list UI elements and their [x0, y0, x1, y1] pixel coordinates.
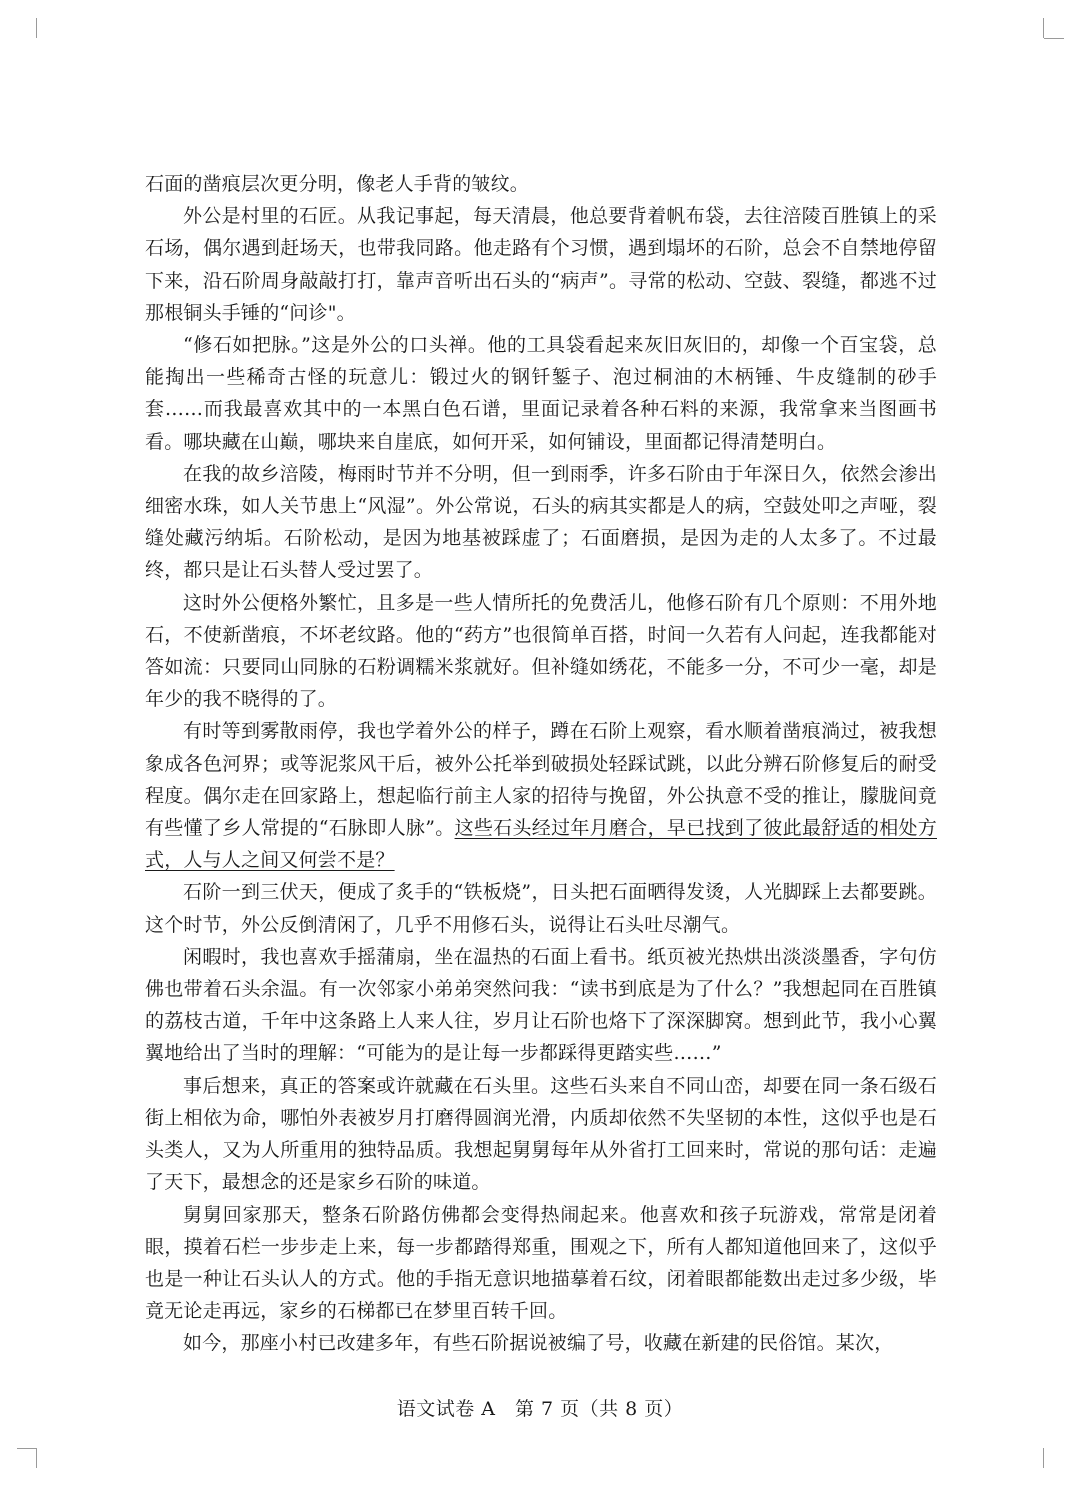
- paragraph-with-underline: [145, 715, 937, 876]
- page-footer: 语文试卷 A 第 7 页（共 8 页）: [396, 1398, 684, 1420]
- underlined-sentence: 这些石头经过年月磨合，早已找到了彼此最舒适的相处方式，人与人之间又何尝不是？: [145, 817, 937, 872]
- paragraph: 闲暇时，我也喜欢手摇蒲扇，坐在温热的石面上看书。纸页被光热烘出淡淡墨香，字句仿佛也带着石头余温。有一次邻家小弟弟突然问我：“读书到底是为了什么？”我想起同在百胜镇的荔枝古道，千年中这条路上人来人往，岁月让石阶也烙下了深深脚窝。想到此节，我小心翼翼地给出了当时的理解：“可能为的是让每一步都踩得更踏实些……”: [145, 945, 937, 1065]
- crop-mark-top-right-h: [1044, 38, 1064, 39]
- paragraph: 在我的故乡涪陵，梅雨时节并不分明，但一到雨季，许多石阶由于年深日久，依然会渗出细密水珠，如人关节患上“风湿”。外公常说，石头的病其实都是人的病，空鼓处叩之声哑，裂缝处藏污纳垢。石阶松动，是因为地基被踩虚了；石面磨损，是因为走的人太多了。不过最终，都只是让石头替人受过罢了。: [145, 462, 937, 582]
- paragraph: 如今，那座小村已改建多年，有些石阶据说被编了号，收藏在新建的民俗馆。某次，: [183, 1332, 894, 1355]
- article-body: [145, 168, 937, 1360]
- crop-mark-bottom-left: [36, 1448, 37, 1468]
- paragraph: 这时外公便格外繁忙，且多是一些人情所托的免费活儿，他修石阶有几个原则：不用外地石，不使新凿痕，不坏老纹路。他的“药方”也很简单百搭，时间一久若有人问起，连我都能对答如流：只要同山同脉的石粉调糯米浆就好。但补缝如绣花，不能多一分，不可少一毫，却是年少的我不晓得的了。: [145, 591, 937, 711]
- paragraph: 事后想来，真正的答案或许就藏在石头里。这些石头来自不同山峦，却要在同一条石级石街上相依为命，哪怕外表被岁月打磨得圆润光滑，内质却依然不失坚韧的本性，这似乎也是石头类人，又为人所重用的独特品质。我想起舅舅每年从外省打工回来时，常说的那句话：走遍了天下，最想念的还是家乡石阶的味道。: [145, 1074, 937, 1194]
- crop-mark-bottom-left-h: [17, 1448, 37, 1449]
- crop-mark-bottom-right: [1043, 1448, 1044, 1468]
- paragraph: “修石如把脉。”这是外公的口头禅。他的工具袋看起来灰旧灰旧的，却像一个百宝袋，总能掏出一些稀奇古怪的玩意儿：锻过火的钢钎錾子、泡过桐油的木柄锤、牛皮缝制的砂手套……而我最喜欢其中的一本黑白色石谱，里面记录着各种石料的来源，我常拿来当图画书看。哪块藏在山巅，哪块来自崖底，如何开采，如何铺设，里面都记得清楚明白。: [145, 334, 937, 453]
- paragraph: 舅舅回家那天，整条石阶路仿佛都会变得热闹起来。他喜欢和孩子玩游戏，常常是闭着眼，摸着石栏一步步走上来，每一步都踏得郑重，围观之下，所有人都知道他回来了，这似乎也是一种让石头认人的方式。他的手指无意识地描摹着石纹，闭着眼都能数出走过多少级，毕竟无论走再远，家乡的石梯都已在梦里百转千回。: [145, 1203, 937, 1323]
- paragraph: 石阶一到三伏天，便成了炙手的“铁板烧”，日头把石面晒得发烫，人光脚踩上去都要跳。这个时节，外公反倒清闲了，几乎不用修石头，说得让石头吐尽潮气。: [145, 881, 937, 936]
- paragraph-text: 有时等到雾散雨停，我也学着外公的样子，蹲在石阶上观察，看水顺着凿痕淌过，被我想象成各色河界；或等泥浆风干后，被外公托举到破损处轻踩试跳，以此分辨石阶修复后的耐受程度。偶尔走在回家路上，想起临行前主人家的招待与挽留，外公执意不受的推让，朦胧间竟有些懂了乡人常提的“石脉即人脉”。: [145, 720, 937, 840]
- paragraph: 石面的凿痕层次更分明，像老人手背的皱纹。: [145, 173, 530, 195]
- crop-mark-top-left: [36, 18, 37, 38]
- paragraph: 外公是村里的石匠。从我记事起，每天清晨，他总要背着帆布袋，去往涪陵百胜镇上的采石场，偶尔遇到赶场天，也带我同路。他走路有个习惯，遇到塌坏的石阶，总会不自禁地停留下来，沿石阶周身敲敲打打，靠声音听出石头的“病声”。寻常的松动、空鼓、裂缝，都逃不过那根铜头手锤的“问诊"。: [145, 205, 937, 324]
- crop-mark-top-right: [1043, 18, 1044, 38]
